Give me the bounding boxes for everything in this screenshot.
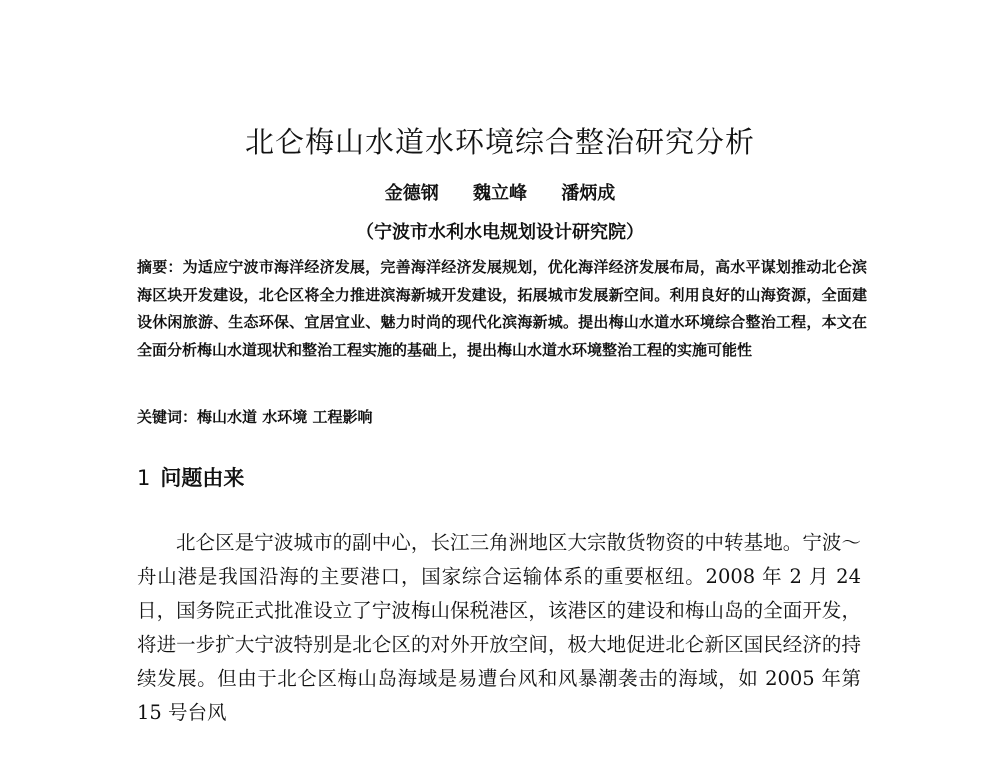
author-name: 潘炳成 [561,183,616,204]
affiliation: （宁波市水利水电规划设计研究院） [356,222,644,243]
section-title: 问题由来 [160,466,245,490]
body-paragraph: 北仑区是宁波城市的副中心，长江三角洲地区大宗散货物资的中转基地。宁波～舟山港是我国沿海的主要港口，国家综合运输体系的重要枢纽。2008 年 2 月 24 日，国务院正式批准设立了宁波梅山保税港区，该港区的建设和梅山岛的全面开发，将进一步扩大宁波特别是北仑区的对外开放空间，极大地促进北仑新区国民经济的持续发展。但由于北仑区梅山岛海域是易遭台风和风暴潮袭击的海域，如 2005 年第 15 号台风 [137,531,861,724]
abstract-label: 摘要： [137,258,183,276]
author-name: 金德钢 [384,183,439,204]
paper-title: 北仑梅山水道水环境综合整治研究分析 [244,125,755,159]
section-heading [137,462,244,492]
author-name: 魏立峰 [473,183,527,204]
author-list [0,179,1000,205]
section-number: 1 [137,466,151,490]
keywords-text: 梅山水道 水环境 工程影响 [197,408,373,426]
abstract-text: 为适应宁波市海洋经济发展，完善海洋经济发展规划，优化海洋经济发展布局，高水平谋划推动北仑滨海区块开发建设，北仑区将全力推进滨海新城开发建设，拓展城市发展新空间。利用良好的山海资源，全面建设休闲旅游、生态环保、宜居宜业、魅力时尚的现代化滨海新城。提出梅山水道水环境综合整治工程，本文在全面分析梅山水道现状和整治工程实施的基础上，提出梅山水道水环境整治工程的实施可能性 [137,258,867,359]
keywords-label: 关键词： [137,408,198,426]
abstract [137,254,867,364]
keywords [137,404,867,431]
